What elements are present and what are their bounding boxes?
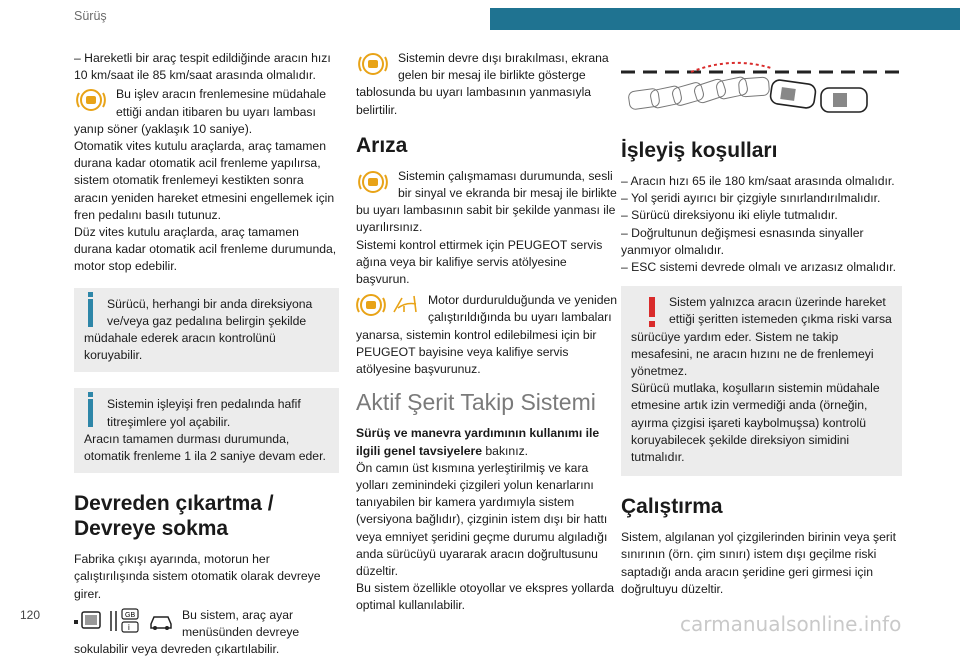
header-accent-bar <box>490 8 960 30</box>
page-number: 120 <box>20 608 41 622</box>
vehicle-settings-icon <box>108 607 142 635</box>
paragraph: Fabrika çıkışı ayarında, motorun her çalıştırılışında sistem otomatik olarak devreye girer. <box>74 552 321 601</box>
paragraph: – Hareketli bir araç tespit edildiğinde aracın hızı 10 km/saat ile 85 km/saat arasında olmalıdır. <box>74 51 331 83</box>
icon-group <box>74 607 174 635</box>
paragraph: Sistem, algılanan yol çizgilerinden birinin veya şerit sınırının (örn. çim sınırı) istem dışı geçilme riski saptadığı anda aracın şeridine geri girmesi için doğrultuyu düzeltir. <box>621 530 897 596</box>
bold-text: Sürüş ve manevra yardımının kullanımı ile ilgili genel tavsiyelere <box>356 426 600 458</box>
lane-keeping-illustration <box>621 52 902 124</box>
settings-instructions <box>74 607 339 658</box>
watermark: carmanualsonline.info <box>680 612 902 636</box>
chapter-heading: Aktif Şerit Takip Sistemi <box>356 389 596 416</box>
warning-lamp-block <box>356 292 621 378</box>
warning-note-text: Sürücü mutlaka, koşulların sistemin müdahale etmesine artık izin vermediği anda (örneğin, ayırma çizgisi işareti kaybolmuşsa) kontrolü koruyabilecek şekilde direksiyon simidini tutmalıdır. <box>631 381 880 465</box>
touchscreen-icon <box>74 610 102 632</box>
exclamation-icon <box>649 297 655 317</box>
brake-warning-lamp-icon <box>356 50 390 78</box>
column-left <box>74 50 339 658</box>
warning-lamp-block <box>356 168 621 237</box>
condition-item: – ESC sistemi devrede olmalı ve arızasız olmalıdır. <box>621 260 896 275</box>
warning-note <box>621 286 902 476</box>
paragraph: Otomatik vites kutulu araçlarda, araç tamamen durana kadar otomatik acil frenleme yapılırsa, sistem otomatik frenlemeyi kestikten sonra aracın yeniden hareket etmesini engellemek için fren pedalını basılı tutunuz. <box>74 139 335 222</box>
info-note-text: Sürücü, herhangi bir anda direksiyona ve/veya gaz pedalına belirgin şekilde müdahale ederek aracın kontrolünü koruyabilir. <box>84 296 313 363</box>
brake-warning-lamp-icon <box>356 292 386 318</box>
paragraph: Ön camın üst kısmına yerleştirilmiş ve kara yolları zeminindeki çizgileri yolun kenarlarını tanıyabilen bir kamera yardımıyla sistem (versiyona bağlıdır), çizginin istem dışı bir hattı veya emniyet şeridini geçme durumu algıladığı anda sürücüyü uyararak aracın doğrultusunu düzeltir. <box>356 460 608 579</box>
section-heading: İşleyiş koşulları <box>621 139 778 162</box>
svg-text:GB: GB <box>125 611 136 619</box>
paragraph: Sistemin çalışmaması durumunda, sesli bir sinyal ve ekranda bir mesaj ile birlikte bu uyarı lambasının sabit bir şekilde yanması ile uyarılırsınız. <box>356 168 617 235</box>
info-note <box>74 288 339 373</box>
condition-item: – Aracın hızı 65 ile 180 km/saat arasında olmalıdır. <box>621 174 895 188</box>
icon-group <box>356 292 420 318</box>
brake-warning-lamp-icon <box>356 168 390 196</box>
paragraph: Düz vites kutulu araçlarda, araç tamamen durana kadar otomatik acil frenleme durumunda, motor stop edebilir. <box>74 225 337 274</box>
section-heading: Arıza <box>356 133 408 157</box>
column-middle <box>356 50 621 615</box>
paragraph: Motor durdurulduğunda ve yeniden çalıştırıldığında bu uyarı lambaları yanarsa, sistemin kontrol edilebilmesi için bir PEUGEOT bayisine veya kalifiye servis atölyesine başvurunuz. <box>356 293 618 377</box>
paragraph: Bu sistem, araç ayar menüsünden devreye sokulabilir veya devreden çıkartılabilir. <box>74 607 300 657</box>
car-icon <box>148 610 174 632</box>
section-title: Sürüş <box>74 9 107 23</box>
info-icon <box>88 399 93 427</box>
condition-item: – Sürücü direksiyonu iki eliyle tutmalıdır. <box>621 208 838 223</box>
info-note-text: Sistemin işleyişi fren pedalında hafif titreşimlere yol açabilir. <box>107 397 301 429</box>
paragraph: Sistemi kontrol ettirmek için PEUGEOT servis ağına veya bir kalifiye servis atölyesine başvurun. <box>356 237 603 287</box>
warning-lamp-block <box>356 50 621 119</box>
condition-item: – Doğrultunun değişmesi esnasında sinyaller yanmıyor olmalıdır. <box>621 225 864 257</box>
svg-text:i: i <box>128 622 130 632</box>
paragraph: Bu sistem özellikle otoyollar ve ekspres yollarda optimal kullanılabilir. <box>356 581 615 613</box>
paragraph: Sürüş ve manevra yardımının kullanımı ile ilgili genel tavsiyelere bakınız. <box>356 426 600 458</box>
paragraph: Bu işlev aracın frenlemesine müdahale ettiği andan itibaren bu uyarı lambası yanıp söner (yaklaşık 10 saniye). <box>74 87 327 136</box>
info-note-text: Aracın tamamen durması durumunda, otomatik frenleme 1 ila 2 saniye devam eder. <box>84 431 326 464</box>
info-note <box>74 388 339 473</box>
brake-warning-lamp-icon <box>74 86 108 114</box>
lane-assist-lamp-icon <box>390 292 420 318</box>
warning-note-text: Sistem yalnızca aracın üzerinde hareket ettiği şeritten istemeden çıkma riski varsa sürücüye yardım eder. Sistem ne takip mesafesini, ne aracın hızını ne de frenlemeyi yönetmez. <box>631 295 892 379</box>
section-heading: Devreden çıkartma / Devreye sokma <box>74 492 274 541</box>
warning-lamp-block <box>74 86 339 138</box>
paragraph: Sistemin devre dışı bırakılması, ekrana gelen bir mesaj ile birlikte gösterge tablosunda bu uyarı lambasının yanmasıyla belirtilir. <box>356 51 609 117</box>
column-right <box>621 50 902 598</box>
section-heading: Çalıştırma <box>621 495 723 519</box>
condition-item: – Yol şeridi ayırıcı bir çizgiyle sınırlandırılmalıdır. <box>621 191 881 206</box>
info-icon <box>88 299 93 327</box>
